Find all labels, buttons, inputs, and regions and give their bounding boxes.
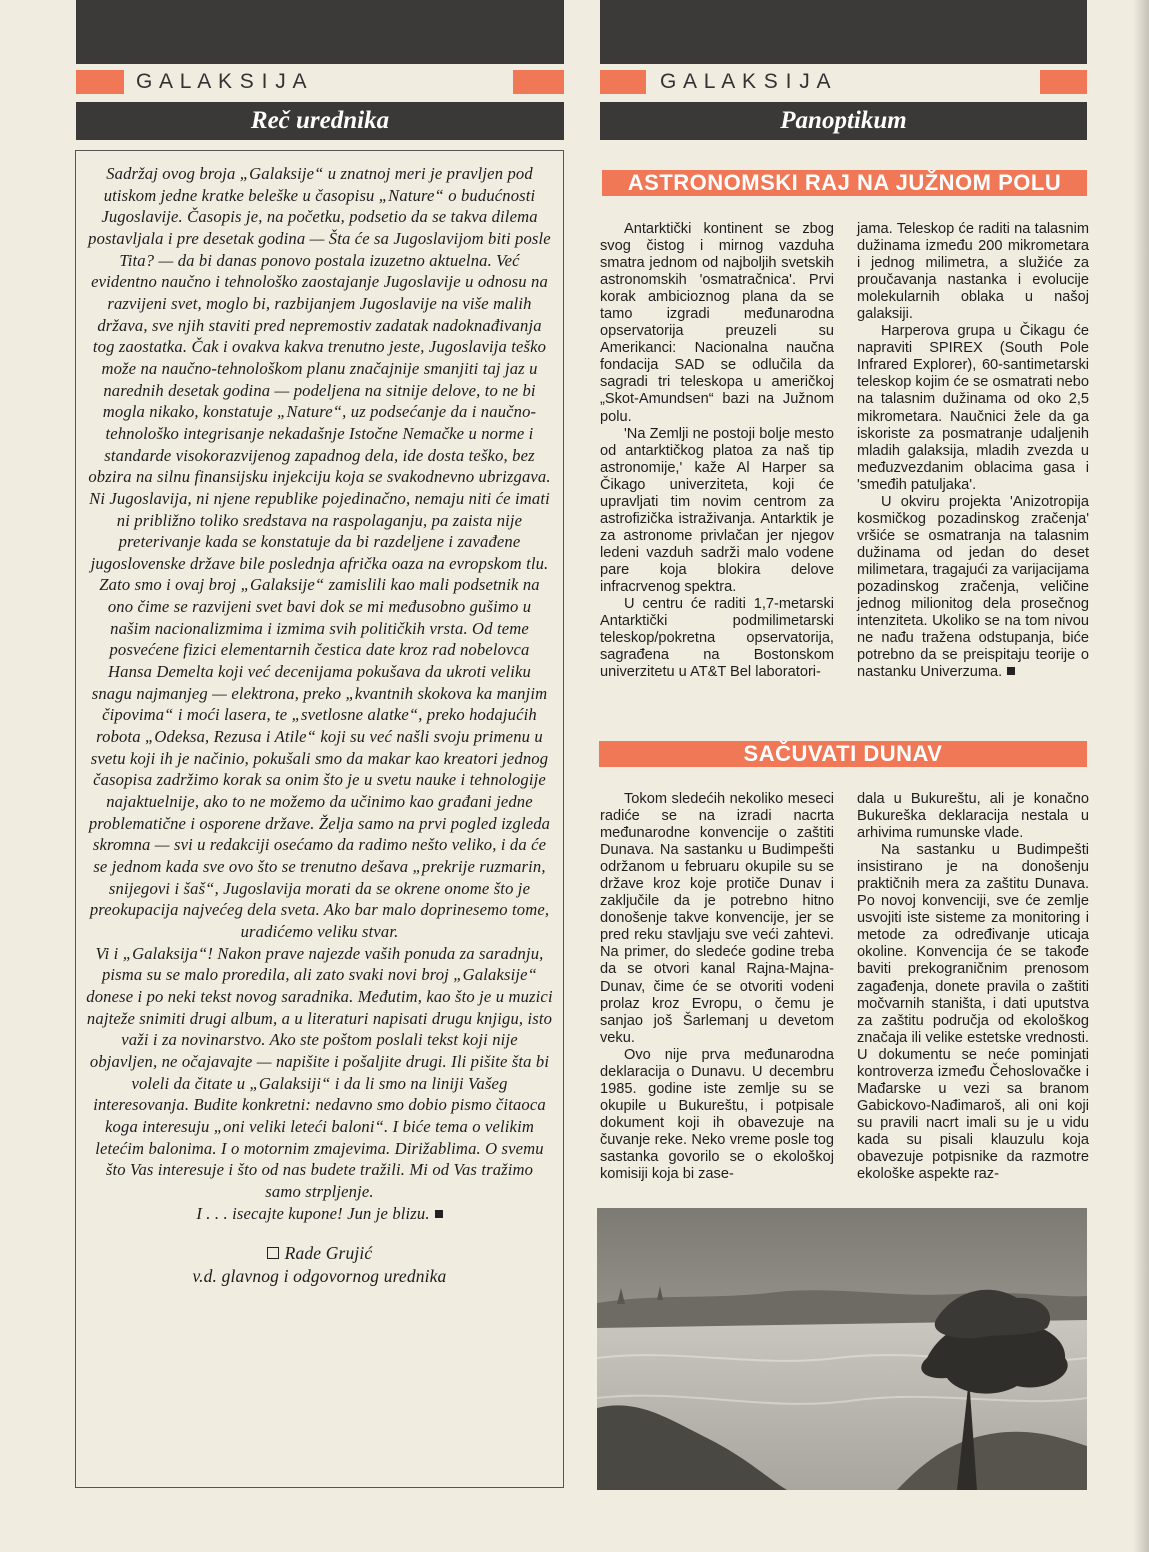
editorial-paragraph: Sadržaj ovog broja „Galaksije“ u znatnoj meri je pravljen pod utiskom jedne kratke beleške u časopisu „Nature“ o budućnosti Jugoslavije. Časopis je, na početku, podsetio da se takva dilema postavljala i pre desetak godina — Šta će sa Jugoslavijom biti posle Tita? — da bi danas ponovo postala izuzetno aktuelna. Već evidentno naučno i tehnološko zaostajanje Jugoslavije u odnosu na razvijeni svet, moglo bi, razbijanjem Jugoslavije na više malih država, sve njih staviti pred nepremostiv zadatak nadoknađivanja tog zaostatka. Čak i ovakva kakva trenutno jeste, Jugoslavija teško može na naučno-tehnološkom planu značajnije smanjiti taj jaz u narednih desetak godina — podeljena na sitnije delove, to ne bi mogla nikako, konstatuje „Nature“, uz podsećanje da i naučno-tehnološko integrisanje nekadašnje Istočne Nemačke u norme i standarde visokorazvijenog zapadnog dela, ide dosta teško, bez obzira na silnu finansijsku injekciju koja se svakodnevno ubrizgava. Ni Jugoslavija, ni njene republike pojedinačno, nemaju niti će imati ni približno toliko sredstava na raspolaganju, pa zaista nije preterivanje kada se konstatuje da bi razdeljene i zavađene jugoslovenske države bile poslednja afrička oaza na evropskom tlu.	[88, 164, 551, 573]
editorial-box	[75, 150, 564, 1488]
editorial-closing	[86, 1203, 553, 1225]
closing-text: I . . . isecajte kupone! Jun je blizu.	[196, 1203, 430, 1223]
article-paragraph: Ovo nije prva međunarodna deklaracija o Dunavu. U decembru 1985. godine iste zemlje su se okupile u Bukureštu, i potpisale dokument koji ih obavezuje na čuvanje reke. Neko vreme posle tog sastanka govorilo se o ekološkoj komisiji koja bi zase-	[600, 1046, 834, 1183]
editorial-signature	[86, 1242, 553, 1288]
article-paragraph: Antarktički kontinent se zbog svog čistog i mirnog vazduha smatra jednom od najboljih svetskih astronomskih 'osmatračnica'. Prvi korak ambicioznog plana da se tamo izgradi međunarodna opservatorija preuzeli su Amerikanci: Nacionalna naučna fondacija SAD se odlučila da sagradi tri teleskopa u američkoj „Skot-Amundsen“ bazi na Južnom polu.	[600, 221, 834, 425]
article-headline: ASTRONOMSKI RAJ NA JUŽNOM POLU	[602, 170, 1087, 196]
article-paragraph: jama. Teleskop će raditi na talasnim dužinama između 200 mikrometara i jednog milimetra, a služiće za proučavanja nastanka i evolucije molekularnih oblaka u našoj galaksiji.	[857, 221, 1089, 323]
author-name: Rade Grujić	[284, 1243, 373, 1264]
right-section-title: Panoptikum	[600, 102, 1087, 140]
article-paragraph: U centru će raditi 1,7-metarski Antarktički podmilimetarski teleskop/pokretna opservatorija, sagrađena na Bostonskom univerzitetu u AT&T Bel laboratori-	[600, 596, 834, 681]
right-brand-band	[600, 70, 1087, 94]
author-role: v.d. glavnog i odgovornog urednika	[192, 1266, 447, 1287]
article-paragraph: Harperova grupa u Čikagu će napraviti SPIREX (South Pole Infrared Explorer), 60-santimetarski teleskop kojim će se osmatrati nebo na talasnim dužinama od oko 2,5 mikrometara. Naučnici žele da ga iskoriste za posmatranje udaljenih mladih galaksija, mladih zvezda u međuzvezdanim oblacima gasa i 'smeđih patuljaka'.	[857, 323, 1089, 493]
right-brand: G A L A K S I J A	[660, 70, 832, 93]
article-paragraph: Tokom sledećih nekoliko meseci radiće se na izradi nacrta međunarodne konvencije o zaštiti Dunava. Na sastanku u Budimpešti održanom u februaru okupile su se države kroz koje protiče Dunav i zaključile da je potrebno hitno donošenje takve konvencije, jer se pred reku stavljaju sve veći zahtevi. Na primer, do sledeće godine treba da se otvori kanal Rajna-Majna-Dunav, čime će se otvoriti vodeni prolaz kroz Evropu, o čemu je sanjao još Šarlemanj u devetom veku.	[600, 791, 834, 1046]
page-edge-shadow	[1133, 0, 1149, 1552]
article2-column-1	[600, 791, 834, 1183]
square-bullet-icon	[267, 1247, 279, 1259]
editorial-paragraph: Zato smo i ovaj broj „Galaksije“ zamislili kao mali podsetnik na ono čime se razvijeni svet bavi dok se mi međusobno gušimo u našim nacionalizmima i izmima svih političkih vrsta. Od teme posvećene fizici elementarnih čestica date kroz rad nobelovca Hansa Demelta koji već decenijama pokušava da ukroti veliku snagu najmanjeg — elektrona, preko „kvantnih skokova ka manjim čipovima“ i moći lasera, te „svetlosne alatke“, preko hodajućih robota „Odeksa, Rezusa i Atile“ koji su već našli svoju primenu u svetu koji ih je načinio, pokušali smo da makar kao kreatori jednog časopisa zadržimo korak sa onim što je u svetu nauke i tehnologije najaktuelnije, ako to ne možemo da učinimo kao građani jedne problematične i osporene države. Želja samo na prvi pogled izgleda skromna — svi u redakciji osećamo da radimo nešto veliko, i da će se jednom kada sve ovo što se trenutno dešava „prekrije ruzmarin, snijegovi i šaš“, Jugoslavija morati da se okrene onome što je preokupacija najvećeg dela sveta. Ako bar malo doprinesemo tome, uradićemo veliku stvar.	[88, 575, 551, 941]
article-paragraph: dala u Bukureštu, ali je konačno Bukureška deklaracija nestala u arhivima rumunske vlade.	[857, 791, 1089, 842]
left-brand-band	[76, 70, 564, 94]
left-brand: G A L A K S I J A	[136, 70, 308, 93]
left-top-bar	[76, 0, 564, 64]
article1-column-1	[600, 221, 834, 681]
article-paragraph-text: U okviru projekta 'Anizotropija kosmičkog pozadinskog zračenja' vršiće se osmatranja na talasnim dužinama od jedan do deset milimetara, tragajući za varijacijama pozadinskog zračenja, veličine jednog milionitog dela prosečnog intenziteta. Ukoliko se na tom nivou ne nađu tražena odstupanja, biće potrebno da se preispitaju teorije o nastanku Univerzuma.	[857, 493, 1089, 681]
article-paragraph	[857, 494, 1089, 682]
article-paragraph: 'Na Zemlji ne postoji bolje mesto od antarktičkog platoa za naš tip astronomije,' kaže Al Harper sa Čikago univerziteta, koji će upravljati tim novim centrom za astrofizička istraživanja. Antarktik je za astronome privlačan jer njegov ledeni vazduh sadrži malo vodene pare koja blokira delove infracrvenog spektra.	[600, 425, 834, 595]
danube-photo	[597, 1208, 1087, 1490]
article2-column-2	[857, 791, 1089, 1183]
article-headline: SAČUVATI DUNAV	[599, 741, 1087, 767]
article-paragraph: Na sastanku u Budimpešti insistirano je na donošenju praktičnih mera za zaštitu Dunava. Po novoj konvenciji, sve će zemlje usvojiti iste sisteme za monitoring i metode za određivanje uticaja okoline. Konvencija će se takođe baviti prekograničnim prenosom zagađenja, donete pravila o zaštiti močvarnih staništa, i dati uputstva za zaštitu područja od ekološkog značaja ili velike estetske vrednosti. U dokumentu se neće pominjati kontroverza između Čehoslovačke i Mađarske u vezi sa branom Gabickovo-Nađimaroš, ali oni koji su pravili nacrt imali su je u vidu kada su pisali klauzulu koja obavezuje potpisnike da razmotre ekološke aspekte raz-	[857, 842, 1089, 1183]
end-mark-icon	[1007, 667, 1015, 675]
end-mark-icon	[435, 1210, 443, 1218]
left-section-title: Reč urednika	[76, 102, 564, 140]
right-top-bar	[600, 0, 1087, 64]
article1-column-2	[857, 221, 1089, 681]
editorial-paragraph: Vi i „Galaksija“! Nakon prave najezde vaših ponuda za saradnju, pisma su se malo proredila, ali zato svaki novi broj „Galaksije“ donese i po neki tekst novog saradnika. Međutim, kao što je u muzici najteže snimiti drugi album, a u literaturi napisati drugu knjigu, isto važi i za novinarstvo. Ako ste poštom poslali tekst koji nije objavljen, ne očajavajte — napišite i pošaljite drugi. Ili pišite šta bi voleli da čitate u „Galaksiji“ i da li smo na liniji Vašeg interesovanja. Budite konkretni: nedavno smo dobio pismo čitaoca koga interesuju „oni veliki leteći baloni“. I biće tema o velikim letećim balonima. I o motornim zmajevima. Dirižablima. O svemu što Vas interesuje i što od nas budete tražili. Mi od Vas tražimo samo strpljenje.	[86, 943, 553, 1201]
